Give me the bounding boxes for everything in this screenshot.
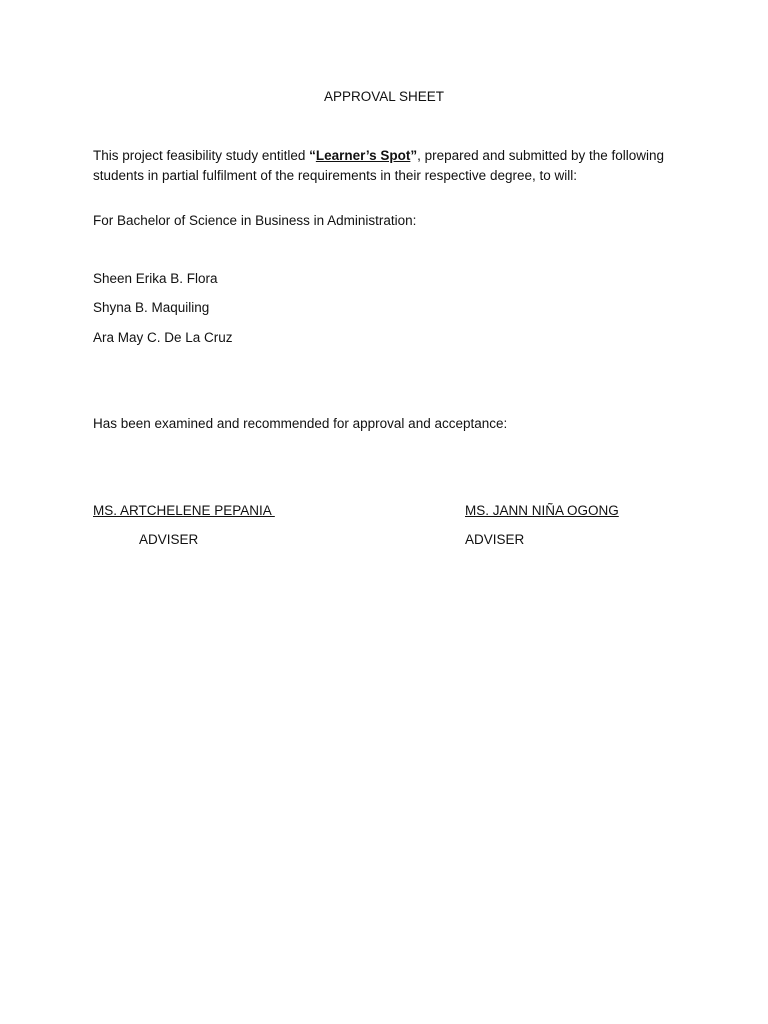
student-name-3: Ara May C. De La Cruz: [93, 330, 233, 345]
project-title-close-quote: ”: [410, 148, 418, 163]
intro-text-before: This project feasibility study entitled: [93, 148, 310, 163]
signatory-role-1: ADVISER: [139, 532, 199, 547]
page-title: APPROVAL SHEET: [323, 89, 445, 104]
project-title: Learner’s Spot: [315, 148, 411, 163]
signatory-role-2: ADVISER: [465, 532, 525, 547]
degree-line: For Bachelor of Science in Business in Administration:: [93, 213, 417, 228]
signatory-name-2: MS. JANN NIÑA OGONG: [465, 503, 619, 518]
recommendation-statement: Has been examined and recommended for approval and acceptance:: [93, 416, 508, 431]
intro-text-after: , prepared and submitted by the following students in partial fulfilment of the requirements in their respective degree, to will:: [93, 148, 665, 183]
intro-paragraph: [93, 146, 668, 185]
signatory-name-1: MS. ARTCHELENE PEPANIA: [93, 503, 275, 518]
student-name-2: Shyna B. Maquiling: [93, 300, 210, 315]
project-title-open-quote: “: [309, 148, 316, 163]
student-name-1: Sheen Erika B. Flora: [93, 271, 218, 286]
